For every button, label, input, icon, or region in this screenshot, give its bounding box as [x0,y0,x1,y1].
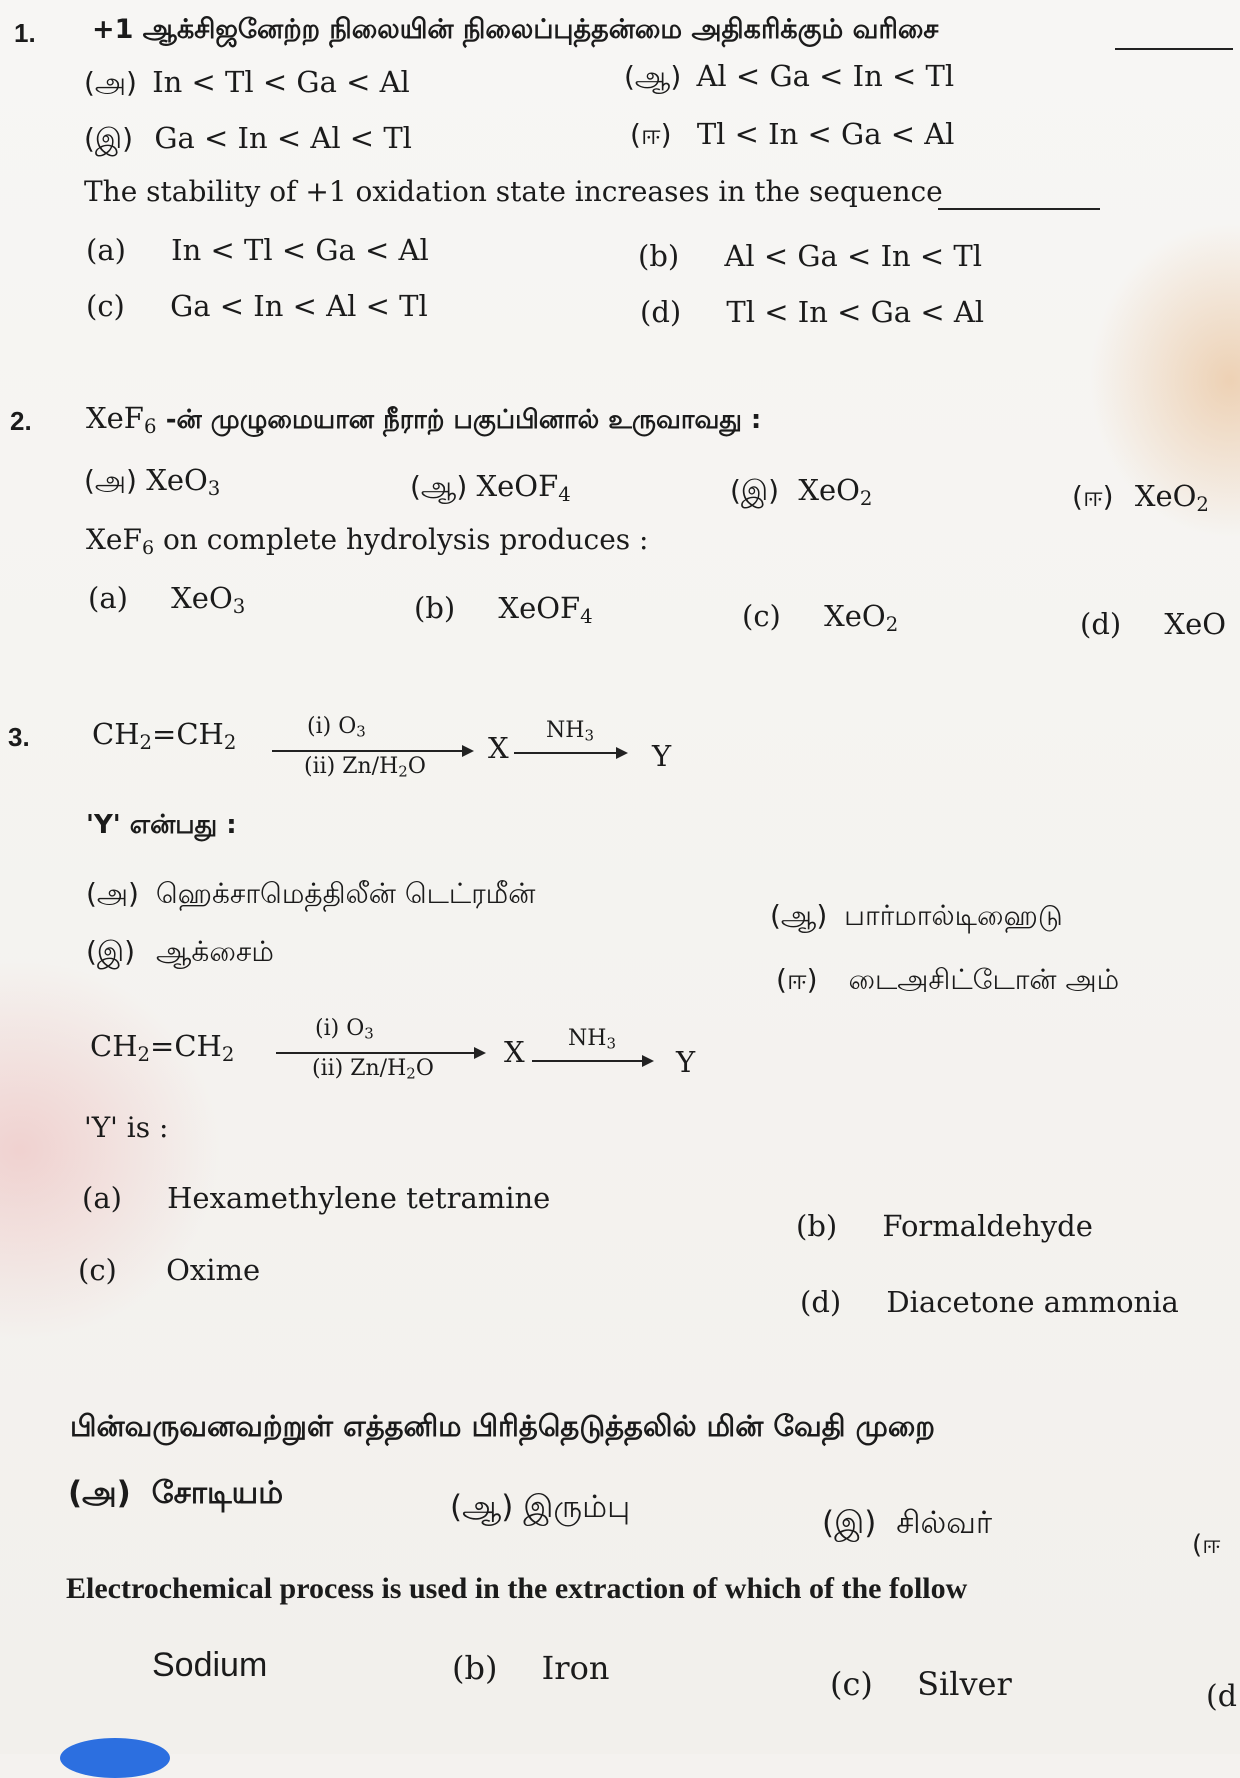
option-a: (a) XeO$_3$ [88,581,246,618]
option-d: (d) Diacetone ammonia [800,1285,1179,1319]
intermediate: X [504,1035,525,1069]
option-c: (c) Silver [830,1665,1012,1703]
reagent-nh3: $NH_3$ [568,1026,616,1053]
option-a: (a) Hexamethylene tetramine [82,1181,551,1215]
option-b: (b) XeOF$_4$ [414,591,593,628]
option-d: (d [1206,1679,1237,1714]
question-number: 2. [10,406,32,436]
question-number: 3. [8,722,30,752]
reaction-arrow [276,1052,484,1054]
option-b-tamil: (ஆ) பார்மால்டிஹைடு [770,899,1063,932]
reactant: $CH_2=CH_2$ [90,1029,235,1066]
product: Y [652,739,672,773]
intermediate: X [488,731,509,765]
answer-blank [938,208,1100,210]
question-text-tamil: XeF$_6$ -ன் முழுமையான நீராற் பகுப்பினால் உருவாவது : [86,401,762,438]
reagent-bottom: (ii) $Zn/H_2O$ [304,754,426,781]
option-b: (b) Iron [452,1649,610,1687]
option-c: (c) Oxime [78,1253,261,1287]
option-b-tamil: (ஆ) Al < Ga < In < Tl [624,59,955,93]
reaction-arrow [532,1060,652,1062]
option-a: Sodium [152,1646,268,1684]
reaction-scheme [92,714,692,781]
reagent-top: (i) $O_3$ [307,714,366,741]
option-d-tamil: (ஈ [1192,1530,1221,1560]
option-c-tamil: (இ) சில்வர் [822,1505,993,1541]
option-d: (d) Tl < In < Ga < Al [640,295,985,329]
option-d-tamil: (ஈ) Tl < In < Ga < Al [630,117,955,151]
reagent-nh3: $NH_3$ [546,718,594,745]
question-text-english: Electrochemical process is used in the extraction of which of the follow [66,1572,968,1605]
option-b-tamil: (ஆ) XeOF$_4$ [410,469,571,506]
option-b: (b) Formaldehyde [796,1209,1093,1243]
option-d-tamil: (ஈ) XeO$_2$ [1072,479,1209,516]
option-c-tamil: (இ) ஆக்சைம் [86,935,274,968]
option-c: (c) Ga < In < Al < Tl [86,289,428,323]
question-text-english: 'Y' is : [84,1111,169,1144]
option-c: (c) XeO$_2$ [742,599,899,636]
option-c-tamil: (இ) XeO$_2$ [730,473,873,510]
option-b: (b) Al < Ga < In < Tl [638,239,983,273]
reaction-arrow [272,750,472,752]
option-d: (d) XeO [1080,607,1227,641]
option-a-tamil: (அ) ஹெக்சாமெத்திலீன் டெட்ரமீன் [86,877,536,910]
option-d-tamil: (ஈ) டைஅசிட்டோன் அம் [776,963,1120,996]
option-a-tamil: (அ) XeO$_3$ [84,463,221,500]
product: Y [676,1045,696,1079]
question-text-tamil: +1 ஆக்சிஜனேற்ற நிலையின் நிலைப்புத்தன்மை அதிகரிக்கும் வரிசை [92,14,939,45]
answer-blank [1115,48,1233,50]
reaction-arrow [514,752,626,754]
reagent-bottom: (ii) $Zn/H_2O$ [312,1056,434,1083]
option-c-tamil: (இ) Ga < In < Al < Tl [84,121,412,155]
question-text-tamil: 'Y' என்பது : [86,810,237,840]
question-text-english: The stability of +1 oxidation state increases in the sequence [84,175,943,208]
question-number: 1. [14,18,36,48]
reactant: $CH_2=CH_2$ [92,717,237,754]
reaction-scheme [90,1016,730,1083]
option-b-tamil: (ஆ) இரும்பு [450,1489,631,1525]
option-a-tamil: (அ) சோடியம் [68,1475,284,1511]
blue-sticker [60,1738,170,1778]
option-a-tamil: (அ) In < Tl < Ga < Al [84,65,410,99]
reagent-top: (i) $O_3$ [315,1016,374,1043]
question-text-tamil: பின்வருவனவற்றுள் எத்தனிம பிரித்தெடுத்தலில் மின் வேதி முறை [70,1409,936,1443]
option-a: (a) In < Tl < Ga < Al [86,233,429,267]
question-text-english: XeF$_6$ on complete hydrolysis produces : [86,523,649,559]
